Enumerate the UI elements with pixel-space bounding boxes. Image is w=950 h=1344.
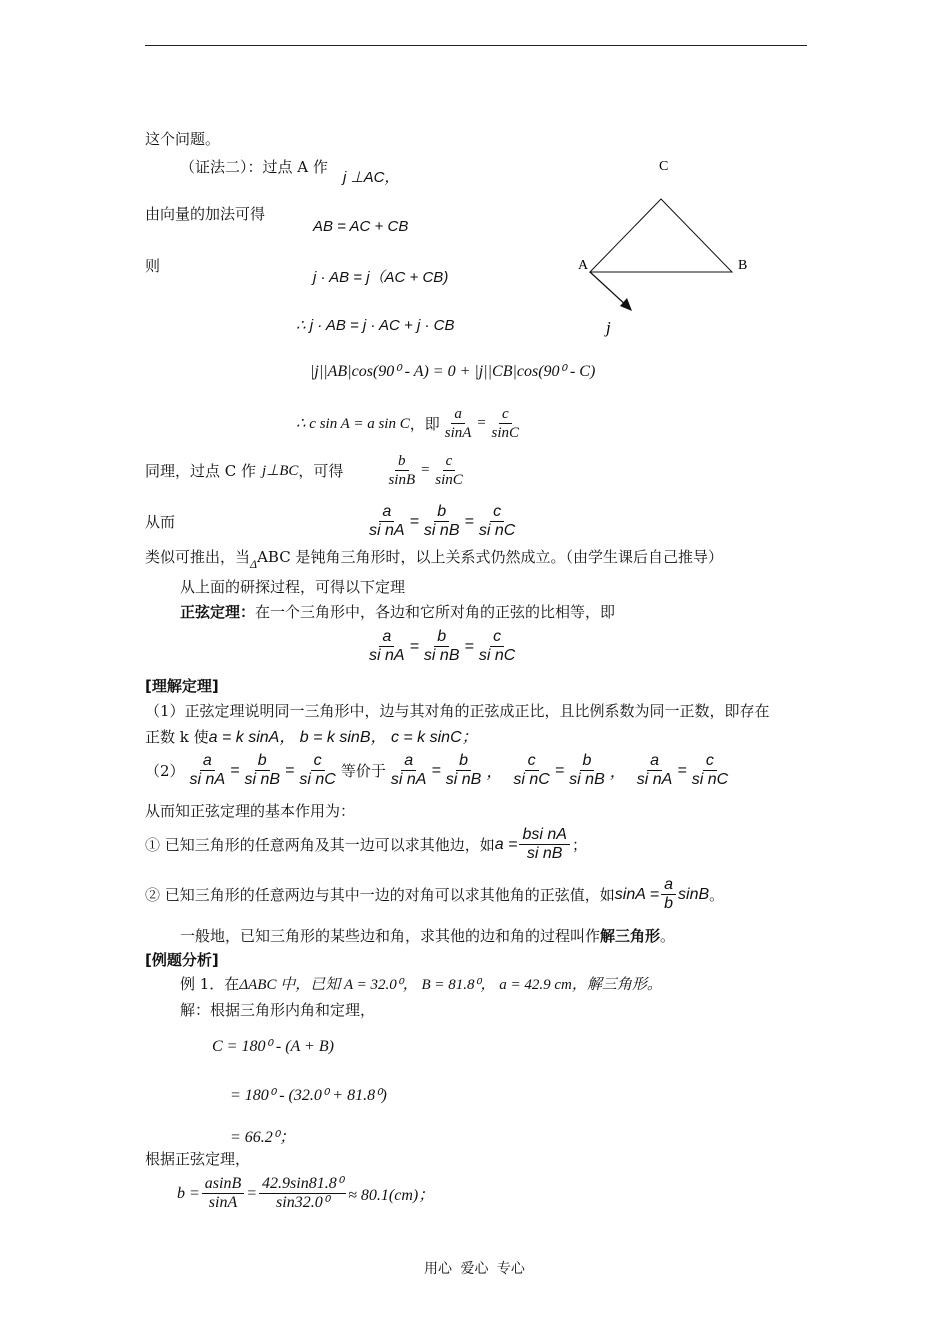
frac-c: $\frac{c}{\text{si nC}}$	[478, 628, 516, 664]
row-same: 同理，过点 C 作 j⊥BC ，可得 $\frac{b}{\sin B}$ = $\frac{c}{\sin C}$	[145, 452, 468, 489]
text-by-sine: 根据正弦定理，	[145, 1150, 251, 1168]
frac-bsinA-sinB: $\frac{\text{bsi nA}}{\text{si nB}}$	[519, 826, 569, 863]
math-csin: ∴ c sin A = a sin C	[296, 416, 410, 432]
frac-c: $\frac{c}{\text{si nC}}$	[478, 503, 516, 539]
math-j-perp-ac: j ⊥AC，	[343, 169, 400, 186]
label-A: A	[578, 258, 589, 273]
row-u1b: 正数 k 使a = k sinA， b = k sinB， c = k sinC；	[145, 728, 478, 746]
text-solution: 解：根据三角形内角和定理，	[180, 1001, 376, 1019]
frac-b: $\frac{b}{\text{si nB}}$	[445, 752, 482, 788]
row-similar: 类似可推出，当$_\Delta$ABC 是钝角三角形时，以上关系式仍然成立。（由学生课后自己推导）	[145, 548, 723, 571]
frac-b: $\frac{b}{\text{si nB}}$	[423, 503, 460, 539]
row-csin: ∴ c sin A = a sin C ，即 $\frac{a}{\sin A}$ = $\frac{c}{\sin C}$	[296, 405, 524, 442]
footer-text: 用心 爱心 专心	[424, 1261, 525, 1277]
text-proof2: （证法二）：过点 A 作	[180, 158, 328, 176]
frac-b: $\frac{b}{\text{si nB}}$	[244, 752, 281, 788]
heading-examples: [例题分析]	[145, 951, 219, 969]
frac-b: $\frac{b}{\text{si nB}}$	[569, 752, 605, 788]
frac-c: $\frac{c}{\text{si nC}}$	[691, 752, 729, 788]
frac-c: $\frac{c}{\text{si nC}}$	[513, 752, 550, 788]
math-j-ab-1: j · AB = j（AC + CB)	[313, 269, 449, 286]
triangle-abc	[590, 199, 732, 272]
math-c2: = 180⁰ - (32.0⁰ + 81.8⁰)	[230, 1087, 387, 1104]
math-c1: C = 180⁰ - (A + B)	[212, 1038, 334, 1055]
text-same: 同理，过点 C 作	[145, 462, 257, 480]
frac-c-sinC-2: $\frac{c}{\sin C}$	[435, 453, 463, 488]
frac-numeric: $\frac{\text{42.9sin81.8⁰}}{\text{sin32.0⁰}}$	[259, 1175, 346, 1212]
text-congr: 从而	[145, 513, 176, 531]
row-sine-law-1: $\frac{a}{\text{si nA}}$ = $\frac{b}{\text{si nB}}$ = $\frac{c}{\text{si nC}}$	[364, 503, 520, 540]
text-kede: ，可得	[298, 462, 344, 480]
row-sine-law-2: $\frac{a}{\text{si nA}}$ = $\frac{b}{\text{si nB}}$ = $\frac{c}{\text{si nC}}$	[364, 628, 520, 665]
frac-a: $\frac{a}{\text{si nA}}$	[369, 628, 405, 664]
text-ze: 则	[145, 257, 161, 275]
frac-a-sinA: $\frac{a}{\sin A}$	[444, 406, 472, 441]
text-ji: ，即	[409, 415, 440, 433]
row-u2: （2） $\frac{a}{\text{si nA}}$ = $\frac{b}{\text{si nB}}$ = $\frac{c}{\text{si nC}}$ 等价于 $\frac{a}{\text{si nA}}$ = $\frac{b}{\text{si nB}}$ ， $\frac{c}{\text{si nC}}$ = $\frac{b}{\text{si nB}}$ ， $\frac{a}{\text{si nA}}$ = $\frac{c}{\text{si nC}}$	[145, 752, 733, 789]
vector-j	[590, 272, 628, 307]
math-c3: = 66.2⁰；	[230, 1129, 296, 1146]
heading-understand: [理解定理]	[145, 677, 219, 695]
frac-a-b: $\frac{a}{b}$	[661, 876, 676, 913]
text-vector-add: 由向量的加法可得	[145, 205, 266, 223]
label-j: j	[606, 318, 611, 337]
row-b-calc: b = $\frac{asinB}{\sin A}$ = $\frac{\text{42.9sin81.8⁰}}{\text{sin32.0⁰}}$ ≈ 80.1(cm)；	[177, 1175, 435, 1211]
vector-j-arrowhead	[620, 298, 632, 311]
frac-a: $\frac{a}{\text{si nA}}$	[390, 752, 427, 788]
frac-c: $\frac{c}{\text{si nC}}$	[299, 752, 336, 788]
frac-c-sinC: $\frac{c}{\sin C}$	[491, 406, 520, 441]
math-j-perp-bc: j⊥BC	[262, 463, 299, 479]
math-j-ab-3: |j||AB|cos(90⁰ - A) = 0 + |j||CB|cos(90⁰ - C)	[310, 363, 596, 380]
math-j-ab-2: ∴ j · AB = j · AC + j · CB	[296, 317, 455, 334]
math-ab-eq: AB = AC + CB	[313, 218, 409, 235]
text-intro: 这个问题。	[145, 130, 221, 148]
row-p2: ② 已知三角形的任意两边与其中一边的对角可以求其他角的正弦值，如 sinA = $\frac{a}{b}$ sinB 。	[145, 876, 725, 912]
text-basic: 从而知正弦定理的基本作用为：	[145, 802, 356, 820]
text-u1: （1）正弦定理说明同一三角形中，边与其对角的正弦成正比，且比例系数为同一正数，即存在	[145, 702, 770, 720]
frac-asinB-sinA: $\frac{asinB}{\sin A}$	[202, 1175, 244, 1212]
theorem-label: 正弦定理：	[180, 603, 256, 621]
frac-a: $\frac{a}{\text{si nA}}$	[636, 752, 673, 788]
frac-b-sinB: $\frac{b}{\sin B}$	[388, 453, 416, 488]
frac-b: $\frac{b}{\text{si nB}}$	[423, 628, 460, 664]
label-B: B	[738, 258, 748, 273]
text-equiv: 等价于	[340, 762, 386, 780]
row-theorem: 正弦定理：在一个三角形中，各边和它所对角的正弦的比相等，即	[180, 603, 616, 621]
label-C: C	[659, 159, 669, 174]
frac-a: $\frac{a}{\text{si nA}}$	[189, 752, 226, 788]
row-general: 一般地，已知三角形的某些边和角，求其他的边和角的过程叫作解三角形。	[180, 927, 676, 945]
frac-a: $\frac{a}{\text{si nA}}$	[369, 503, 405, 539]
row-p1: ① 已知三角形的任意两角及其一边可以求其他边，如 a = $\frac{\text{bsi nA}}{\text{si nB}}$ ；	[145, 826, 587, 862]
row-ex1: 例 1．在ΔABC 中，已知 A = 32.0⁰， B = 81.8⁰， a = 42.9 cm，解三角形。	[180, 975, 662, 993]
triangle-figure	[570, 150, 760, 340]
header-rule	[145, 45, 807, 46]
text-from-above: 从上面的研探过程，可得以下定理	[180, 578, 406, 596]
